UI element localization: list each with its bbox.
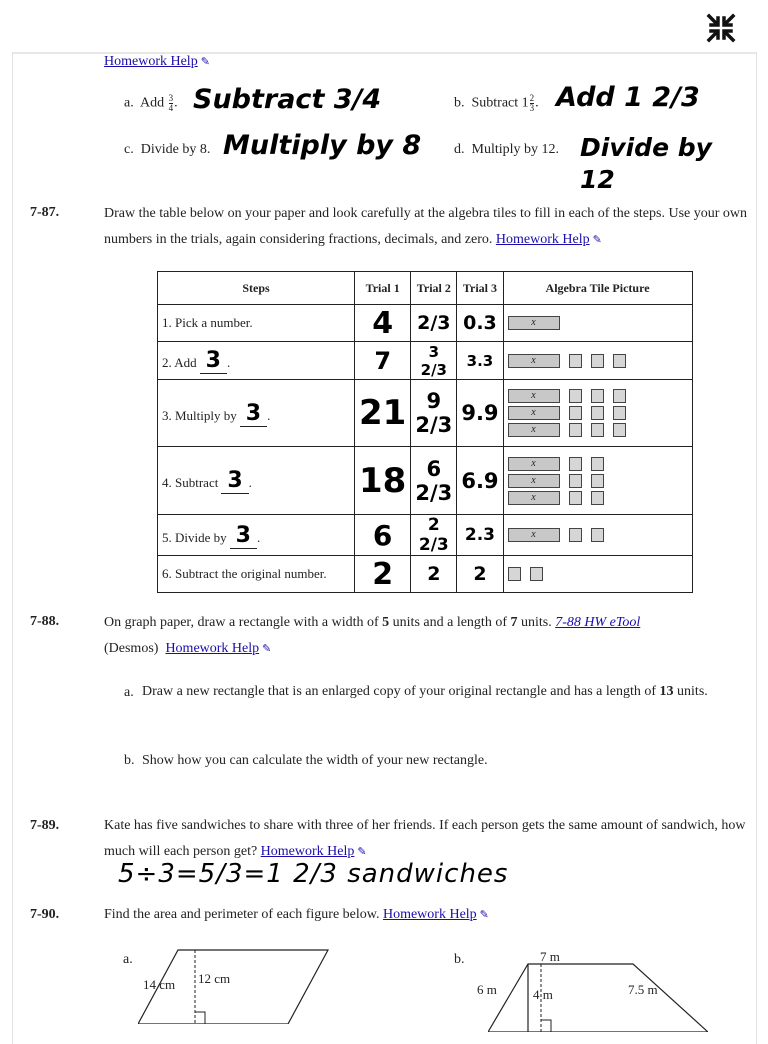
handwritten-answer-c: Multiply by 8 <box>223 130 422 161</box>
unit-tile <box>591 457 604 471</box>
unit-tile <box>591 491 604 505</box>
p786-part-b: b. Subtract 1 $\frac{2}{3}$ . <box>454 93 539 113</box>
x-tile: x <box>508 491 560 505</box>
unit-tile <box>591 423 604 437</box>
trial-cell: 2/3 <box>411 305 457 342</box>
header-tile-picture: Algebra Tile Picture <box>503 272 692 305</box>
unit-tile <box>613 423 626 437</box>
right-angle-mark <box>195 1012 205 1024</box>
height-label: 4 m <box>533 987 553 1002</box>
p788-part-a: Draw a new rectangle that is an enlarged copy of your original rectangle and has a length of 13 units. <box>142 684 708 699</box>
trial-cell: 9 2/3 <box>411 380 457 447</box>
p789-homework-help[interactable]: Homework Help <box>260 844 355 859</box>
x-tile: x <box>508 457 560 471</box>
unit-tile <box>569 457 582 471</box>
trial-cell: 2 <box>411 556 457 593</box>
trial-cell: 3.3 <box>457 342 503 380</box>
problem-number: 7-89. <box>30 818 60 833</box>
trial-cell: 9.9 <box>457 380 503 447</box>
problem-number: 7-90. <box>30 907 60 922</box>
step-text: 2. Add <box>162 355 197 370</box>
table-row <box>158 305 693 342</box>
trapezoid-shape <box>488 964 708 1032</box>
step-cell: 4. Subtract 3 . <box>158 447 355 515</box>
handwritten-answer-b: Add 1 2/3 <box>556 82 700 113</box>
unit-tile <box>591 389 604 403</box>
trial-cell: 7 <box>355 342 411 380</box>
etool-link[interactable]: 7-88 HW eTool <box>555 615 641 630</box>
p787-homework-help[interactable]: Homework Help <box>495 232 590 247</box>
tile-picture-cell <box>503 556 692 593</box>
top-label: 7 m <box>540 949 560 964</box>
pencil-icon: ✎ <box>592 233 602 246</box>
unit-tile <box>613 389 626 403</box>
pencil-icon: ✎ <box>479 908 489 921</box>
unit-tile <box>569 423 582 437</box>
tile-row <box>508 352 688 369</box>
tile-row <box>508 388 688 405</box>
step-cell: 5. Divide by 3 . <box>158 515 355 556</box>
pencil-icon: ✎ <box>357 845 367 858</box>
tile-row <box>508 489 688 506</box>
tile-picture-cell <box>503 305 692 342</box>
homework-page <box>12 52 757 1044</box>
p790-homework-help[interactable]: Homework Help <box>382 907 477 922</box>
tile-row <box>508 566 688 583</box>
p788-part-b: Show how you can calculate the width of your new rectangle. <box>142 753 488 768</box>
handwritten-answer: 5÷3=5/3=1 2/3 sandwiches <box>118 859 509 889</box>
handwritten-fill-in: 3 <box>221 468 248 494</box>
figure-b-label: b. <box>454 952 465 967</box>
table-row <box>158 447 693 515</box>
fraction: $\frac{3}{4}$ <box>168 93 174 113</box>
unit-tile <box>569 491 582 505</box>
x-tile: x <box>508 406 560 420</box>
step-cell <box>158 305 355 342</box>
right-angle-mark <box>541 1020 551 1032</box>
handwritten-fill-in: 3 <box>200 348 227 374</box>
tile-row <box>508 455 688 472</box>
pencil-icon: ✎ <box>262 642 272 655</box>
step-text: 5. Divide by <box>162 529 227 545</box>
side-label: 14 cm <box>143 977 176 992</box>
step-cell: 2. Add 3 . <box>158 342 355 380</box>
table-row <box>158 515 693 556</box>
header-trial-3: Trial 3 <box>457 272 503 305</box>
header-steps: Steps <box>158 272 355 305</box>
tile-row <box>508 422 688 439</box>
handwritten-fill-in: 3 <box>230 523 257 549</box>
p786-homework-help[interactable]: Homework Help ✎ <box>104 54 210 69</box>
pencil-icon: ✎ <box>200 55 210 68</box>
x-tile: x <box>508 528 560 542</box>
trial-cell: 6 <box>355 515 411 556</box>
collapse-arrows-icon[interactable] <box>703 10 739 46</box>
unit-tile <box>530 567 543 581</box>
tile-row <box>508 527 688 544</box>
x-tile: x <box>508 423 560 437</box>
handwritten-answer-d: Divide by 12 <box>580 133 712 194</box>
trial-cell: 2 2/3 <box>411 515 457 556</box>
step-cell <box>158 556 355 593</box>
unit-tile <box>591 406 604 420</box>
step-text: 3. Multiply by <box>162 407 237 423</box>
x-tile: x <box>508 354 560 368</box>
p788-a-label: a. <box>124 685 134 700</box>
trial-cell: 3 2/3 <box>411 342 457 380</box>
step-text: 4. Subtract <box>162 475 219 490</box>
top-bar <box>0 0 768 50</box>
unit-tile <box>613 354 626 368</box>
p789-text: Kate has five sandwiches to share with three of her friends. If each person gets the same amount of sandwich, how much will each person get? Homework Help ✎ <box>104 818 746 859</box>
trial-cell: 18 <box>355 447 411 515</box>
unit-tile <box>508 567 521 581</box>
p786-part-c: c. Divide by 8. <box>124 142 211 157</box>
trial-cell: 2 <box>355 556 411 593</box>
p787-text: Draw the table below on your paper and look carefully at the algebra tiles to fill in each of the steps. Use your own numbers in the trials, again considering fractions, decimals, and zero. Homework Help ✎ <box>104 206 748 247</box>
p788-homework-help[interactable]: Homework Help <box>165 641 260 656</box>
tile-row <box>508 315 688 332</box>
trial-cell: 21 <box>355 380 411 447</box>
fraction: $\frac{2}{3}$ <box>529 93 535 113</box>
trapezoid-figure <box>488 952 708 1032</box>
handwritten-fill-in: 3 <box>240 401 267 427</box>
x-tile: x <box>508 389 560 403</box>
header-trial-1: Trial 1 <box>355 272 411 305</box>
figure-a-label: a. <box>123 952 133 967</box>
p786-part-d: d. Multiply by 12. <box>454 142 560 157</box>
tile-picture-cell <box>503 515 692 556</box>
trial-cell: 6 2/3 <box>411 447 457 515</box>
header-trial-2: Trial 2 <box>411 272 457 305</box>
steps-table <box>157 271 693 593</box>
x-tile: x <box>508 474 560 488</box>
unit-tile <box>613 406 626 420</box>
unit-tile <box>569 528 582 542</box>
problem-number: 7-87. <box>30 205 60 220</box>
p786-part-a: a. Add $\frac{3}{4}$ . <box>124 93 178 113</box>
trial-cell: 2 <box>457 556 503 593</box>
p790-text: Find the area and perimeter of each figure below. Homework Help ✎ <box>104 907 489 922</box>
tile-row <box>508 472 688 489</box>
x-tile: x <box>508 316 560 330</box>
trial-cell: 0.3 <box>457 305 503 342</box>
p788-b-label: b. <box>124 753 135 768</box>
trial-cell: 4 <box>355 305 411 342</box>
unit-tile <box>591 474 604 488</box>
tile-picture-cell <box>503 447 692 515</box>
right-label: 7.5 m <box>628 982 658 997</box>
step-cell: 3. Multiply by 3 . <box>158 380 355 447</box>
unit-tile <box>569 389 582 403</box>
table-row <box>158 556 693 593</box>
p788-text: On graph paper, draw a rectangle with a width of 5 units and a length of 7 units. 7-88 HW eTool (Desmos) Homework Help ✎ <box>104 615 641 656</box>
step-text: 6. Subtract the original number. <box>162 566 327 581</box>
tile-picture-cell <box>503 342 692 380</box>
table-row <box>158 342 693 380</box>
unit-tile <box>569 406 582 420</box>
step-text: 1. Pick a number. <box>162 315 253 330</box>
trial-cell: 6.9 <box>457 447 503 515</box>
tile-row <box>508 405 688 422</box>
trial-cell: 2.3 <box>457 515 503 556</box>
problem-number: 7-88. <box>30 614 60 629</box>
unit-tile <box>569 474 582 488</box>
tile-picture-cell <box>503 380 692 447</box>
height-label: 12 cm <box>198 971 231 986</box>
left-label: 6 m <box>477 982 497 997</box>
handwritten-answer-a: Subtract 3/4 <box>193 84 382 115</box>
unit-tile <box>591 528 604 542</box>
table-row <box>158 380 693 447</box>
unit-tile <box>569 354 582 368</box>
unit-tile <box>591 354 604 368</box>
